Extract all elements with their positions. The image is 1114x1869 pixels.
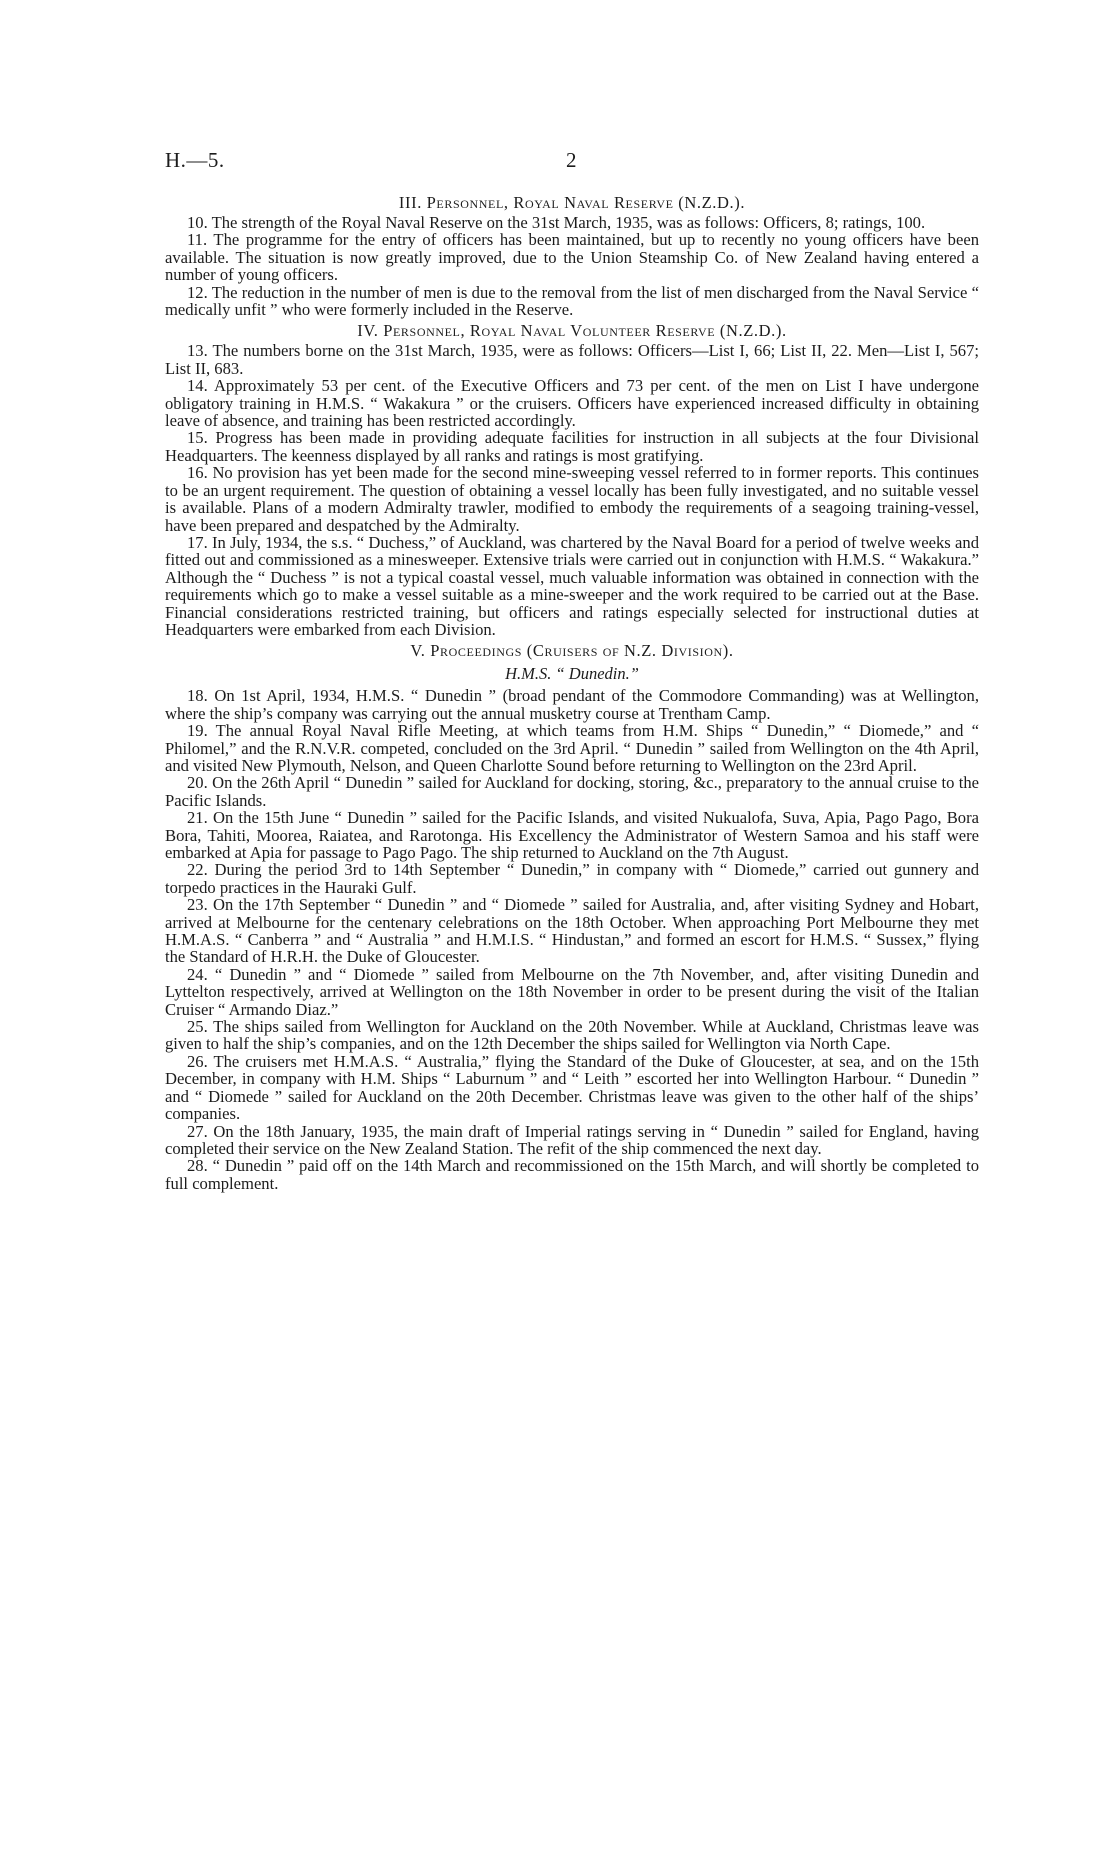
document-body xyxy=(165,190,979,1192)
page-number: 2 xyxy=(566,148,577,172)
paragraph-26: 26. The cruisers met H.M.A.S. “ Australia,” flying the Standard of the Duke of Gloucester, at sea, and on the 15th December, in company with H.M. Ships “ Laburnum ” and “ Leith ” escorted her into Wellington Harbour. “ Dunedin ” and “ Diomede ” sailed for Auckland on the 20th December. Christmas leave was given to the other half of the ships’ companies. xyxy=(165,1051,979,1124)
ship-subheading: H.M.S. “ Dunedin.” xyxy=(505,664,639,684)
paragraph-19: 19. The annual Royal Naval Rifle Meeting, at which teams from H.M. Ships “ Dunedin,” “ Diomede,” and “ Philomel,” and the R.N.V.R. competed, concluded on the 3rd April. “ Dunedin ” sailed from Wellington on the 4th April, and visited New Plymouth, Nelson, and Queen Charlotte Sound before returning to Wellington on the 23rd April. xyxy=(165,721,979,775)
section-heading-volunteer-reserve: IV. Personnel, Royal Naval Volunteer Reserve (N.Z.D.). xyxy=(357,321,787,341)
paragraph-18: 18. On 1st April, 1934, H.M.S. “ Dunedin ” (broad pendant of the Commodore Commanding) was at Wellington, where the ship’s company was carrying out the annual musketry course at Trentham Camp. xyxy=(165,686,979,723)
paragraph-21: 21. On the 15th June “ Dunedin ” sailed for the Pacific Islands, and visited Nukualofa, Suva, Apia, Pago Pago, Bora Bora, Tahiti, Moorea, Raiatea, and Rarotonga. His Excellency the Administrator of Western Samoa and his staff were embarked at Apia for passage to Pago Pago. The ship returned to Auckland on the 7th August. xyxy=(165,808,979,862)
paragraph-15: 15. Progress has been made in providing adequate facilities for instruction in all subjects at the four Divisional Headquarters. The keenness displayed by all ranks and ratings is most gratifying. xyxy=(165,428,979,465)
section-heading-reserve: III. Personnel, Royal Naval Reserve (N.Z.D.). xyxy=(398,193,746,212)
paragraph-16: 16. No provision has yet been made for the second mine-sweeping vessel referred to in former reports. This continues to be an urgent requirement. The question of obtaining a vessel locally has been fully investigated, and no suitable vessel is available. Plans of a modern Admiralty trawler, modified to embody the requirements of a seagoing training-vessel, have been prepared and despatched by the Admiralty. xyxy=(165,463,979,535)
paragraph-24: 24. “ Dunedin ” and “ Diomede ” sailed from Melbourne on the 7th November, and, after visiting Dunedin and Lyttelton respectively, arrived at Wellington on the 18th November in order to be present during the visit of the Italian Cruiser “ Armando Diaz.” xyxy=(165,964,979,1019)
paragraph-25: 25. The ships sailed from Wellington for Auckland on the 20th November. While at Auckland, Christmas leave was given to half the ship’s companies, and on the 12th December the ships sailed for Wellington via North Cape. xyxy=(165,1017,979,1054)
paragraph-12: 12. The reduction in the number of men is due to the removal from the list of men discharged from the Naval Service “ medically unfit ” who were formerly included in the Reserve. xyxy=(165,282,979,320)
paragraph-14: 14. Approximately 53 per cent. of the Executive Officers and 73 per cent. of the men on List I have undergone obligatory training in H.M.S. “ Wakakura ” or the cruisers. Officers have experienced increased difficulty in obtaining leave of absence, and training has been restricted accordingly. xyxy=(165,376,979,431)
paragraph-17: 17. In July, 1934, the s.s. “ Duchess,” of Auckland, was chartered by the Naval Board for a period of twelve weeks and fitted out and commissioned as a minesweeper. Extensive trials were carried out in conjunction with H.M.S. “ Wakakura.” Although the “ Duchess ” is not a typical coastal vessel, much valuable information was obtained in connection with the requirements which go to make a vessel suitable as a mine-sweeper and the work required to be carried out at the Base. Financial considerations restricted training, but officers and ratings especially selected for instructional duties at Headquarters were embarked from each Division. xyxy=(165,532,979,639)
paragraph-13: 13. The numbers borne on the 31st March, 1935, were as follows: Officers—List I, 66; List II, 22. Men—List I, 567; List II, 683. xyxy=(165,341,979,378)
document-reference: H.—5. xyxy=(165,148,225,172)
paragraph-27: 27. On the 18th January, 1935, the main draft of Imperial ratings serving in “ Dunedin ” sailed for England, having completed their service on the New Zealand Station. The refit of the ship commenced the next day. xyxy=(165,1121,979,1158)
section-heading-proceedings: V. Proceedings (Cruisers of N.Z. Division). xyxy=(410,641,734,661)
paragraph-23: 23. On the 17th September “ Dunedin ” and “ Diomede ” sailed for Australia, and, after visiting Sydney and Hobart, arrived at Melbourne for the centenary celebrations on the 18th October. When approaching Port Melbourne they met H.M.A.S. “ Canberra ” and “ Australia ” and H.M.I.S. “ Hindustan,” and formed an escort for H.M.S. “ Sussex,” flying the Standard of H.R.H. the Duke of Gloucester. xyxy=(165,895,979,967)
paragraph-20: 20. On the 26th April “ Dunedin ” sailed for Auckland for docking, storing, &c., preparatory to the annual cruise to the Pacific Islands. xyxy=(165,773,979,810)
paragraph-22: 22. During the period 3rd to 14th September “ Dunedin,” in company with “ Diomede,” carried out gunnery and torpedo practices in the Hauraki Gulf. xyxy=(165,860,979,897)
paragraph-28: 28. “ Dunedin ” paid off on the 14th March and recommissioned on the 15th March, and will shortly be completed to full complement. xyxy=(165,1156,979,1193)
paragraph-10: 10. The strength of the Royal Naval Reserve on the 31st March, 1935, was as follows: Officers, 8; ratings, 100. xyxy=(187,213,926,232)
paragraph-11: 11. The programme for the entry of officers has been maintained, but up to recently no young officers have been available. The situation is now greatly improved, due to the Union Steamship Co. of New Zealand having entered a number of young officers. xyxy=(165,230,979,285)
